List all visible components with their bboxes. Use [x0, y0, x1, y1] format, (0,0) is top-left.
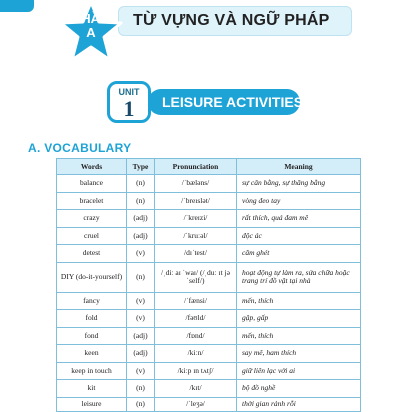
type-cell: (n): [127, 380, 155, 398]
meaning-cell: căm ghét: [237, 245, 361, 263]
meaning-cell: vòng đeo tay: [237, 192, 361, 210]
header-words: Words: [57, 159, 127, 175]
word-cell: balance: [57, 175, 127, 193]
pronunciation-cell: /ˈkreɪzi/: [155, 210, 237, 228]
word-cell: detest: [57, 245, 127, 263]
pronunciation-cell: /dɪˈtest/: [155, 245, 237, 263]
vocabulary-heading: A. VOCABULARY: [28, 141, 132, 155]
word-cell: bracelet: [57, 192, 127, 210]
word-cell: fond: [57, 327, 127, 345]
part-letter: A: [86, 25, 96, 40]
type-cell: (adj): [127, 227, 155, 245]
corner-tab: [0, 0, 34, 12]
pronunciation-cell: /ˌdiː aɪ ˈwaɪ/ (/ˌduː ɪt jəˈself/): [155, 262, 237, 292]
header-pronunciation: Pronunciation: [155, 159, 237, 175]
type-cell: (n): [127, 262, 155, 292]
word-cell: DIY (do-it-yourself): [57, 262, 127, 292]
table-row: [57, 227, 361, 245]
type-cell: (n): [127, 397, 155, 411]
meaning-cell: hoạt động tự làm ra, sửa chữa hoặc trang trí đồ vật tại nhà: [237, 262, 361, 292]
type-cell: (n): [127, 175, 155, 193]
meaning-cell: bộ đồ nghề: [237, 380, 361, 398]
unit-badge: [107, 81, 151, 123]
type-cell: (adj): [127, 345, 155, 363]
type-cell: (adj): [127, 327, 155, 345]
unit-title: LEISURE ACTIVITIES: [162, 94, 304, 110]
word-cell: leisure: [57, 397, 127, 411]
unit-label: UNIT: [118, 87, 140, 97]
table-header-row: [57, 159, 361, 175]
part-star-badge: [58, 0, 124, 64]
table-row: [57, 310, 361, 328]
pronunciation-cell: /kiːp ɪn tʌtʃ/: [155, 362, 237, 380]
table-row: [57, 292, 361, 310]
table-row: [57, 192, 361, 210]
meaning-cell: rất thích, quá đam mê: [237, 210, 361, 228]
table-row: [57, 397, 361, 411]
table-row: [57, 345, 361, 363]
type-cell: (v): [127, 292, 155, 310]
pronunciation-cell: /fɒnd/: [155, 327, 237, 345]
meaning-cell: giữ liên lạc với ai: [237, 362, 361, 380]
word-cell: fancy: [57, 292, 127, 310]
pronunciation-cell: /kiːn/: [155, 345, 237, 363]
table-row: [57, 327, 361, 345]
pronunciation-cell: /ˈleʒə/: [155, 397, 237, 411]
vocabulary-table: [56, 158, 361, 412]
meaning-cell: mến, thích: [237, 292, 361, 310]
meaning-cell: thời gian rảnh rỗi: [237, 397, 361, 411]
word-cell: keen: [57, 345, 127, 363]
word-cell: cruel: [57, 227, 127, 245]
header-meaning: Meaning: [237, 159, 361, 175]
pronunciation-cell: /ˈkruːəl/: [155, 227, 237, 245]
banner-title: TỪ VỰNG VÀ NGỮ PHÁP: [133, 12, 330, 29]
meaning-cell: độc ác: [237, 227, 361, 245]
word-cell: crazy: [57, 210, 127, 228]
meaning-cell: mến, thích: [237, 327, 361, 345]
table-row: [57, 362, 361, 380]
part-label: PHẦN: [72, 11, 110, 26]
table-row: [57, 245, 361, 263]
table-row: [57, 210, 361, 228]
pronunciation-cell: /ˈfænsi/: [155, 292, 237, 310]
section-banner: [118, 6, 352, 36]
type-cell: (n): [127, 192, 155, 210]
table-row: [57, 175, 361, 193]
type-cell: (v): [127, 245, 155, 263]
header-type: Type: [127, 159, 155, 175]
type-cell: (adj): [127, 210, 155, 228]
pronunciation-cell: /kɪt/: [155, 380, 237, 398]
meaning-cell: sự cân bằng, sự thăng bằng: [237, 175, 361, 193]
pronunciation-cell: /ˈbæləns/: [155, 175, 237, 193]
meaning-cell: gập, gấp: [237, 310, 361, 328]
unit-number: 1: [123, 96, 135, 121]
unit-title-pill: [148, 89, 304, 115]
word-cell: keep in touch: [57, 362, 127, 380]
pronunciation-cell: /fəʊld/: [155, 310, 237, 328]
word-cell: fold: [57, 310, 127, 328]
table-row: [57, 380, 361, 398]
type-cell: (v): [127, 362, 155, 380]
table-row: [57, 262, 361, 292]
meaning-cell: say mê, ham thích: [237, 345, 361, 363]
word-cell: kit: [57, 380, 127, 398]
type-cell: (v): [127, 310, 155, 328]
pronunciation-cell: /ˈbreɪslət/: [155, 192, 237, 210]
